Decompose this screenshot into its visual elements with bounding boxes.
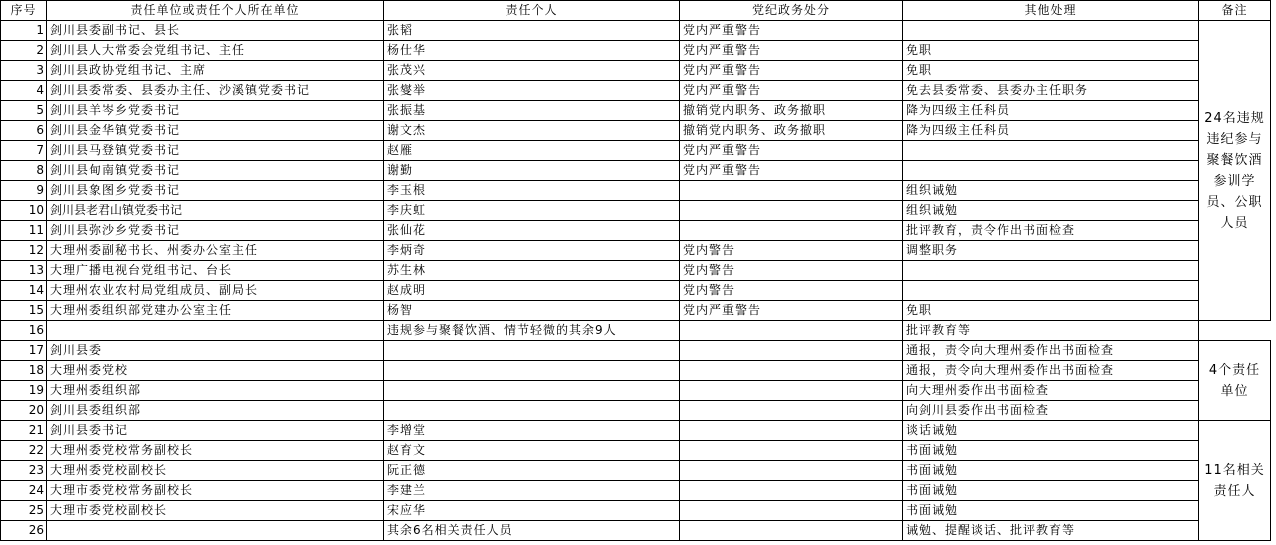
cell-other: 诫勉、提醒谈话、批评教育等: [903, 521, 1199, 541]
cell-other: 向剑川县委作出书面检查: [903, 401, 1199, 421]
cell-other: 免职: [903, 41, 1199, 61]
cell-other: [903, 261, 1199, 281]
cell-person: 赵成明: [384, 281, 680, 301]
cell-seq: 11: [1, 221, 47, 241]
cell-other: 组织诫勉: [903, 201, 1199, 221]
cell-other: [903, 21, 1199, 41]
cell-discipline: 党内严重警告: [680, 81, 903, 101]
table-row: [1, 501, 1271, 521]
cell-discipline: [680, 401, 903, 421]
cell-person: 赵雁: [384, 141, 680, 161]
cell-discipline: 党内严重警告: [680, 41, 903, 61]
cell-unit: 大理州委组织部: [47, 381, 384, 401]
table-row: [1, 241, 1271, 261]
cell-discipline: 党内严重警告: [680, 161, 903, 181]
table-row: [1, 41, 1271, 61]
table-row: [1, 341, 1271, 361]
cell-discipline: [680, 441, 903, 461]
cell-discipline: [680, 341, 903, 361]
table-row: [1, 481, 1271, 501]
table-row: [1, 361, 1271, 381]
cell-seq: 24: [1, 481, 47, 501]
cell-discipline: [680, 501, 903, 521]
header-other: 其他处理: [903, 1, 1199, 21]
cell-person: [384, 401, 680, 421]
cell-seq: 4: [1, 81, 47, 101]
cell-seq: 2: [1, 41, 47, 61]
table-row: [1, 401, 1271, 421]
cell-discipline: 党内警告: [680, 241, 903, 261]
cell-discipline: 党内严重警告: [680, 61, 903, 81]
cell-other: 降为四级主任科员: [903, 121, 1199, 141]
cell-person: 赵育文: [384, 441, 680, 461]
cell-other: 免职: [903, 301, 1199, 321]
cell-person: 其余6名相关责任人员: [384, 521, 680, 541]
cell-other: 书面诫勉: [903, 481, 1199, 501]
cell-unit: 大理州委副秘书长、州委办公室主任: [47, 241, 384, 261]
cell-other: 调整职务: [903, 241, 1199, 261]
cell-unit: 剑川县人大常委会党组书记、主任: [47, 41, 384, 61]
cell-other: [903, 161, 1199, 181]
table-row: [1, 441, 1271, 461]
cell-seq: 5: [1, 101, 47, 121]
cell-other: 批评教育等: [903, 321, 1199, 341]
cell-unit: 剑川县象图乡党委书记: [47, 181, 384, 201]
cell-unit: [47, 521, 384, 541]
header-unit: 责任单位或责任个人所在单位: [47, 1, 384, 21]
cell-seq: 26: [1, 521, 47, 541]
cell-person: [384, 381, 680, 401]
table-row: [1, 141, 1271, 161]
cell-unit: 剑川县弥沙乡党委书记: [47, 221, 384, 241]
cell-person: 李庆虹: [384, 201, 680, 221]
cell-seq: 19: [1, 381, 47, 401]
cell-discipline: 撤销党内职务、政务撤职: [680, 101, 903, 121]
cell-unit: 剑川县委组织部: [47, 401, 384, 421]
cell-seq: 12: [1, 241, 47, 261]
table-row: [1, 101, 1271, 121]
cell-person: 杨仕华: [384, 41, 680, 61]
table-row: [1, 281, 1271, 301]
cell-discipline: 撤销党内职务、政务撤职: [680, 121, 903, 141]
table-row: [1, 321, 1271, 341]
cell-person: 谢勤: [384, 161, 680, 181]
cell-discipline: [680, 421, 903, 441]
table-row: [1, 21, 1271, 41]
table-row: [1, 381, 1271, 401]
cell-person: 李玉根: [384, 181, 680, 201]
table-row: [1, 81, 1271, 101]
table-row: [1, 121, 1271, 141]
cell-seq: 25: [1, 501, 47, 521]
cell-person: 苏生林: [384, 261, 680, 281]
cell-unit: 剑川县委书记: [47, 421, 384, 441]
cell-person: 阮正德: [384, 461, 680, 481]
cell-discipline: 党内严重警告: [680, 301, 903, 321]
cell-person: 张仙花: [384, 221, 680, 241]
cell-other: 谈话诫勉: [903, 421, 1199, 441]
cell-unit: 大理市委党校副校长: [47, 501, 384, 521]
cell-unit: 大理州委党校副校长: [47, 461, 384, 481]
cell-discipline: [680, 461, 903, 481]
cell-seq: 7: [1, 141, 47, 161]
cell-person: 李增堂: [384, 421, 680, 441]
cell-person: 李建兰: [384, 481, 680, 501]
table-row: [1, 221, 1271, 241]
cell-seq: 16: [1, 321, 47, 341]
cell-unit: 剑川县委副书记、县长: [47, 21, 384, 41]
cell-seq: 8: [1, 161, 47, 181]
cell-unit: 大理州农业农村局党组成员、副局长: [47, 281, 384, 301]
header-person: 责任个人: [384, 1, 680, 21]
cell-seq: 10: [1, 201, 47, 221]
cell-unit: 大理州委党校: [47, 361, 384, 381]
cell-person: 张韬: [384, 21, 680, 41]
header-row: [1, 1, 1271, 21]
cell-unit: 大理市委党校常务副校长: [47, 481, 384, 501]
cell-other: [903, 141, 1199, 161]
cell-other: 批评教育，责令作出书面检查: [903, 221, 1199, 241]
cell-person: 违规参与聚餐饮酒、情节轻微的其余9人: [384, 321, 680, 341]
cell-remark: 4个责任单位: [1199, 341, 1271, 421]
header-discipline: 党纪政务处分: [680, 1, 903, 21]
cell-person: 杨智: [384, 301, 680, 321]
cell-other: 免职: [903, 61, 1199, 81]
cell-person: 张燮举: [384, 81, 680, 101]
cell-discipline: [680, 481, 903, 501]
cell-seq: 20: [1, 401, 47, 421]
cell-remark: 11名相关责任人: [1199, 421, 1271, 541]
cell-seq: 23: [1, 461, 47, 481]
cell-discipline: [680, 321, 903, 341]
table-row: [1, 421, 1271, 441]
cell-unit: 剑川县委: [47, 341, 384, 361]
table-row: [1, 61, 1271, 81]
cell-seq: 13: [1, 261, 47, 281]
cell-unit: 大理州委组织部党建办公室主任: [47, 301, 384, 321]
header-remark: 备注: [1199, 1, 1271, 21]
cell-person: 谢文杰: [384, 121, 680, 141]
cell-discipline: 党内严重警告: [680, 141, 903, 161]
cell-unit: 大理广播电视台党组书记、台长: [47, 261, 384, 281]
cell-discipline: [680, 361, 903, 381]
cell-person: 张茂兴: [384, 61, 680, 81]
cell-other: 通报，责令向大理州委作出书面检查: [903, 361, 1199, 381]
cell-other: 通报，责令向大理州委作出书面检查: [903, 341, 1199, 361]
table-row: [1, 161, 1271, 181]
cell-unit: 剑川县马登镇党委书记: [47, 141, 384, 161]
cell-discipline: [680, 521, 903, 541]
table-row: [1, 521, 1271, 541]
cell-seq: 1: [1, 21, 47, 41]
cell-unit: 剑川县甸南镇党委书记: [47, 161, 384, 181]
cell-unit: [47, 321, 384, 341]
cell-discipline: [680, 201, 903, 221]
cell-seq: 9: [1, 181, 47, 201]
table-row: [1, 201, 1271, 221]
cell-seq: 3: [1, 61, 47, 81]
cell-other: 组织诫勉: [903, 181, 1199, 201]
cell-other: 书面诫勉: [903, 441, 1199, 461]
cell-unit: 剑川县委常委、县委办主任、沙溪镇党委书记: [47, 81, 384, 101]
cell-discipline: 党内严重警告: [680, 21, 903, 41]
table-row: [1, 301, 1271, 321]
cell-discipline: [680, 221, 903, 241]
cell-unit: 剑川县羊岑乡党委书记: [47, 101, 384, 121]
cell-unit: 剑川县老君山镇党委书记: [47, 201, 384, 221]
cell-other: 免去县委常委、县委办主任职务: [903, 81, 1199, 101]
cell-other: 书面诫勉: [903, 501, 1199, 521]
cell-person: 张振基: [384, 101, 680, 121]
table-row: [1, 261, 1271, 281]
cell-unit: 大理州委党校常务副校长: [47, 441, 384, 461]
cell-unit: 剑川县政协党组书记、主席: [47, 61, 384, 81]
cell-discipline: 党内警告: [680, 261, 903, 281]
cell-seq: 18: [1, 361, 47, 381]
cell-person: 宋应华: [384, 501, 680, 521]
cell-seq: 22: [1, 441, 47, 461]
cell-discipline: [680, 181, 903, 201]
header-seq: 序号: [1, 1, 47, 21]
cell-other: 降为四级主任科员: [903, 101, 1199, 121]
table-row: [1, 461, 1271, 481]
cell-seq: 21: [1, 421, 47, 441]
cell-discipline: [680, 381, 903, 401]
cell-person: [384, 341, 680, 361]
cell-other: 向大理州委作出书面检查: [903, 381, 1199, 401]
cell-person: [384, 361, 680, 381]
cell-seq: 17: [1, 341, 47, 361]
cell-discipline: 党内警告: [680, 281, 903, 301]
cell-seq: 15: [1, 301, 47, 321]
cell-seq: 14: [1, 281, 47, 301]
cell-other: 书面诫勉: [903, 461, 1199, 481]
cell-person: 李炳奇: [384, 241, 680, 261]
cell-unit: 剑川县金华镇党委书记: [47, 121, 384, 141]
table-body: [1, 21, 1271, 541]
cell-seq: 6: [1, 121, 47, 141]
cell-remark: 24名违规违纪参与聚餐饮酒参训学员、公职人员: [1199, 21, 1271, 321]
cell-other: [903, 281, 1199, 301]
table-row: [1, 181, 1271, 201]
